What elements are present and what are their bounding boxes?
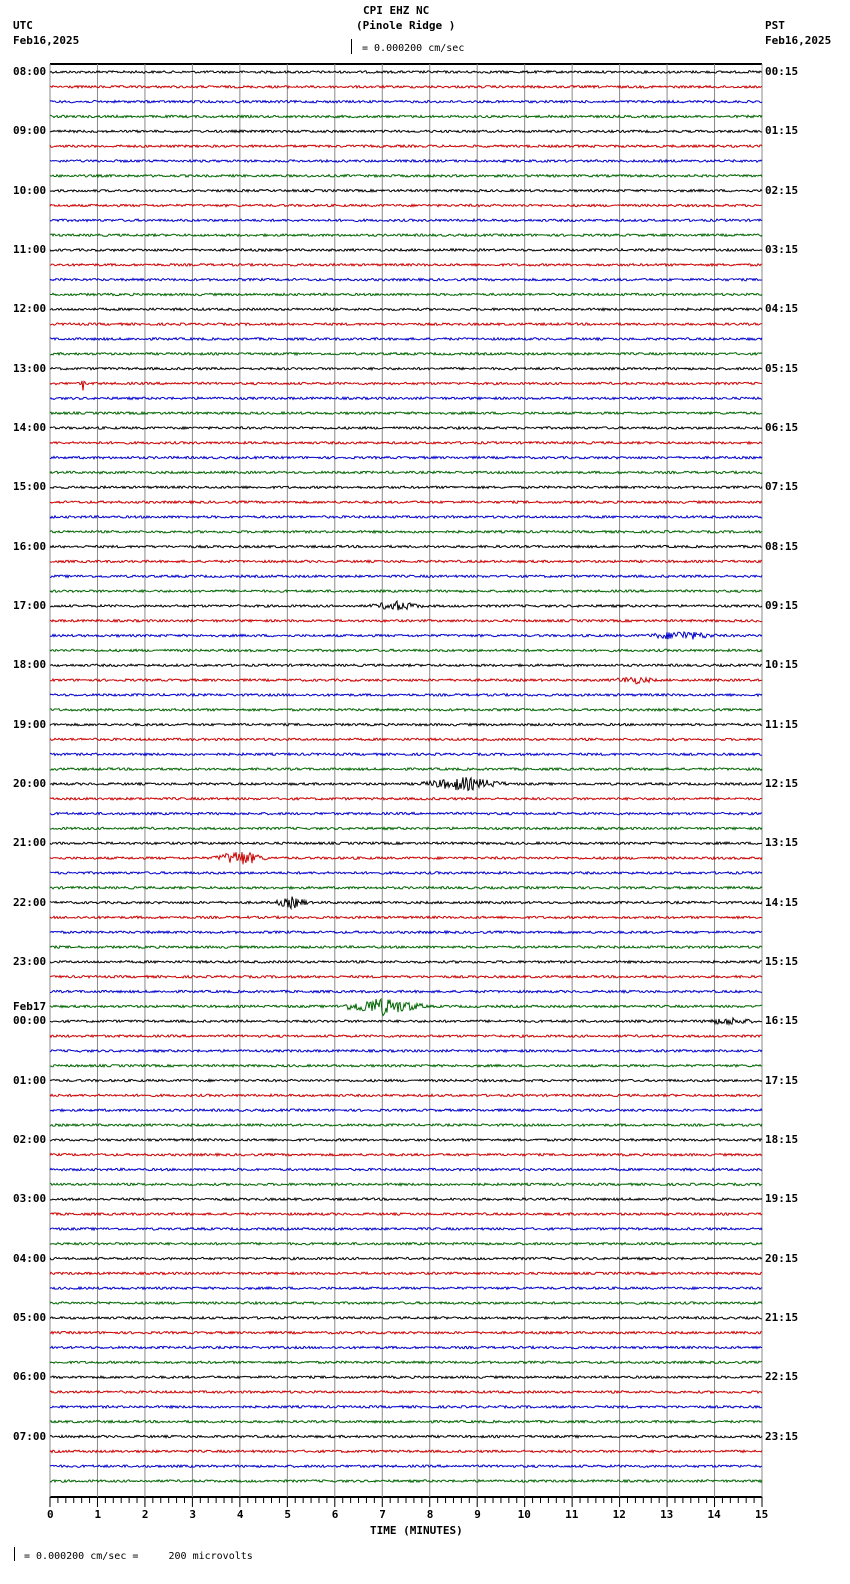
seismic-trace	[50, 1391, 762, 1393]
pst-hour-label: 20:15	[765, 1251, 799, 1265]
utc-hour-label: 06:00	[13, 1370, 47, 1384]
seismic-trace	[50, 1109, 762, 1111]
pst-hour-label: 03:15	[765, 242, 799, 256]
pst-hour-label: 05:15	[765, 361, 799, 375]
seismic-trace	[50, 323, 762, 325]
x-tick-label: 0	[47, 1508, 54, 1521]
pst-hour-label: 16:15	[765, 1014, 799, 1028]
seismic-trace	[50, 130, 762, 132]
right-date: Feb16,2025	[765, 34, 832, 47]
seismic-trace	[50, 709, 762, 711]
utc-hour-label: 05:00	[13, 1310, 47, 1324]
seismic-trace	[50, 1243, 762, 1245]
utc-hour-label: 11:00	[13, 242, 47, 256]
seismic-trace	[50, 219, 762, 221]
seismic-trace	[50, 367, 762, 369]
seismic-trace	[50, 575, 762, 577]
seismic-trace	[50, 632, 762, 639]
pst-hour-label: 09:15	[765, 598, 799, 612]
pst-hour-label: 12:15	[765, 776, 799, 790]
utc-hour-label: 22:00	[13, 895, 47, 909]
utc-hour-label: 15:00	[13, 480, 47, 494]
seismic-trace	[50, 753, 762, 755]
seismic-trace	[50, 1480, 762, 1482]
x-tick-label: 6	[331, 1508, 339, 1521]
pst-hour-label: 19:15	[765, 1192, 799, 1206]
seismic-trace	[50, 1272, 762, 1274]
seismic-trace	[50, 620, 762, 622]
seismic-trace	[50, 1050, 762, 1052]
date-change-label: Feb17	[13, 1000, 47, 1014]
right-timezone: PST	[765, 19, 785, 32]
seismic-trace	[50, 694, 762, 696]
seismic-trace	[50, 946, 762, 948]
pst-hour-label: 14:15	[765, 895, 799, 909]
seismic-trace	[50, 1198, 762, 1200]
x-tick-label: 2	[141, 1508, 149, 1521]
x-tick-label: 15	[755, 1508, 769, 1521]
seismic-trace	[50, 1302, 762, 1304]
seismic-trace	[50, 1183, 762, 1185]
seismic-trace	[50, 1346, 762, 1348]
seismic-trace	[50, 471, 762, 473]
x-tick-label: 12	[612, 1508, 626, 1521]
seismic-trace	[50, 397, 762, 399]
utc-hour-label: 03:00	[13, 1192, 47, 1206]
seismic-trace	[50, 1079, 762, 1081]
seismic-trace	[50, 842, 762, 844]
pst-hour-label: 21:15	[765, 1310, 799, 1324]
seismic-trace	[50, 501, 762, 503]
seismic-trace	[50, 442, 762, 444]
seismic-trace	[50, 827, 762, 829]
utc-hour-label: 13:00	[13, 361, 47, 375]
station-title: CPI EHZ NC	[363, 4, 430, 17]
seismic-trace	[50, 486, 762, 488]
seismic-trace	[50, 1018, 762, 1025]
seismic-trace	[50, 887, 762, 889]
x-axis-label: TIME (MINUTES)	[370, 1524, 463, 1537]
seismic-trace	[50, 1228, 762, 1230]
x-tick-label: 10	[517, 1508, 531, 1521]
x-tick-label: 4	[236, 1508, 244, 1521]
footer-scale-label: = 0.000200 cm/sec = 200 microvolts	[24, 1551, 253, 1562]
seismic-trace	[50, 190, 762, 192]
seismic-trace	[50, 1124, 762, 1126]
seismic-trace	[50, 264, 762, 266]
x-tick-label: 14	[707, 1508, 721, 1521]
seismic-trace	[50, 1450, 762, 1452]
seismic-trace	[50, 71, 762, 73]
seismic-trace	[50, 456, 762, 458]
pst-hour-label: 08:15	[765, 539, 799, 553]
utc-hour-label: 12:00	[13, 302, 47, 316]
seismic-trace	[50, 812, 762, 814]
utc-hour-label: 10:00	[13, 183, 47, 197]
x-tick-label: 1	[94, 1508, 102, 1521]
seismic-trace	[50, 990, 762, 992]
pst-hour-label: 23:15	[765, 1429, 799, 1443]
left-date: Feb16,2025	[13, 34, 80, 47]
left-timezone: UTC	[13, 19, 33, 32]
pst-hour-label: 11:15	[765, 717, 799, 731]
seismic-trace	[50, 999, 762, 1016]
seismic-trace	[50, 1361, 762, 1363]
utc-hour-label: 08:00	[13, 65, 47, 78]
seismic-trace	[50, 531, 762, 533]
utc-hour-label: 19:00	[13, 717, 47, 731]
x-tick-label: 7	[379, 1508, 386, 1521]
seismic-trace	[50, 1094, 762, 1096]
utc-hour-label: 02:00	[13, 1132, 47, 1146]
seismic-trace	[50, 101, 762, 103]
pst-hour-label: 13:15	[765, 836, 799, 850]
seismic-trace	[50, 1168, 762, 1170]
utc-hour-label: 14:00	[13, 420, 47, 434]
seismic-trace	[50, 1287, 762, 1289]
seismic-trace	[50, 777, 762, 790]
seismic-trace	[50, 145, 762, 147]
seismic-trace	[50, 664, 762, 666]
pst-hour-label: 02:15	[765, 183, 799, 197]
x-tick-label: 9	[474, 1508, 481, 1521]
utc-hour-label: 23:00	[13, 954, 47, 968]
seismic-trace	[50, 293, 762, 295]
pst-hour-label: 17:15	[765, 1073, 799, 1087]
seismic-trace	[50, 723, 762, 725]
seismic-trace	[50, 976, 762, 978]
utc-hour-label: 01:00	[13, 1073, 47, 1087]
utc-hour-label: 16:00	[13, 539, 47, 553]
utc-hour-label: 04:00	[13, 1251, 47, 1265]
pst-hour-label: 10:15	[765, 658, 799, 672]
x-tick-label: 5	[284, 1508, 291, 1521]
utc-hour-label: 17:00	[13, 598, 47, 612]
pst-hour-label: 06:15	[765, 420, 799, 434]
seismic-trace	[50, 931, 762, 933]
seismic-trace	[50, 1376, 762, 1378]
seismic-trace	[50, 86, 762, 88]
seismic-trace	[50, 412, 762, 414]
seismic-trace	[50, 234, 762, 236]
pst-hour-label: 01:15	[765, 124, 799, 138]
pst-hour-label: 04:15	[765, 302, 799, 316]
seismic-trace	[50, 160, 762, 162]
seismic-trace	[50, 338, 762, 340]
seismic-trace	[50, 381, 762, 391]
seismic-trace	[50, 278, 762, 280]
seismic-trace	[50, 1257, 762, 1259]
seismic-trace	[50, 768, 762, 770]
seismic-trace	[50, 1332, 762, 1334]
seismic-trace	[50, 1065, 762, 1067]
utc-hour-label: 21:00	[13, 836, 47, 850]
utc-hour-label: 07:00	[13, 1429, 47, 1443]
seismic-trace	[50, 560, 762, 562]
seismic-trace	[50, 872, 762, 874]
pst-hour-label: 18:15	[765, 1132, 799, 1146]
seismic-trace	[50, 249, 762, 251]
seismic-trace	[50, 1213, 762, 1215]
seismic-trace	[50, 852, 762, 864]
x-tick-label: 8	[426, 1508, 434, 1521]
utc-hour-label: 09:00	[13, 124, 47, 138]
utc-hour-label: 20:00	[13, 776, 47, 790]
seismic-trace	[50, 590, 762, 592]
seismic-trace	[50, 1035, 762, 1037]
pst-hour-label: 15:15	[765, 954, 799, 968]
seismic-trace	[50, 545, 762, 547]
pst-hour-label: 07:15	[765, 480, 799, 494]
seismic-trace	[50, 897, 762, 909]
seismic-trace	[50, 738, 762, 740]
seismic-trace	[50, 916, 762, 918]
seismic-trace	[50, 1435, 762, 1437]
x-tick-label: 13	[660, 1508, 674, 1521]
seismic-trace	[50, 1421, 762, 1423]
seismic-trace	[50, 1465, 762, 1467]
pst-hour-label: 00:15	[765, 65, 799, 78]
seismic-trace	[50, 308, 762, 310]
seismic-trace	[50, 427, 762, 429]
seismic-trace	[50, 678, 762, 684]
x-tick-label: 3	[189, 1508, 197, 1521]
utc-hour-label: 18:00	[13, 658, 47, 672]
seismic-trace	[50, 1406, 762, 1408]
seismic-trace	[50, 353, 762, 355]
seismic-trace	[50, 115, 762, 117]
seismic-trace	[50, 601, 762, 610]
seismic-trace	[50, 204, 762, 206]
pst-hour-label: 22:15	[765, 1370, 799, 1384]
utc-hour-label: 00:00	[13, 1014, 47, 1028]
seismic-trace	[50, 1139, 762, 1141]
seismic-trace	[50, 1317, 762, 1319]
x-tick-label: 11	[565, 1508, 579, 1521]
seismic-trace	[50, 649, 762, 651]
station-subtitle: (Pinole Ridge )	[356, 19, 456, 32]
seismic-trace	[50, 961, 762, 963]
seismic-trace	[50, 175, 762, 177]
seismic-trace	[50, 516, 762, 518]
seismic-trace	[50, 798, 762, 800]
scale-label: = 0.000200 cm/sec	[362, 43, 465, 54]
seismic-trace	[50, 1154, 762, 1156]
